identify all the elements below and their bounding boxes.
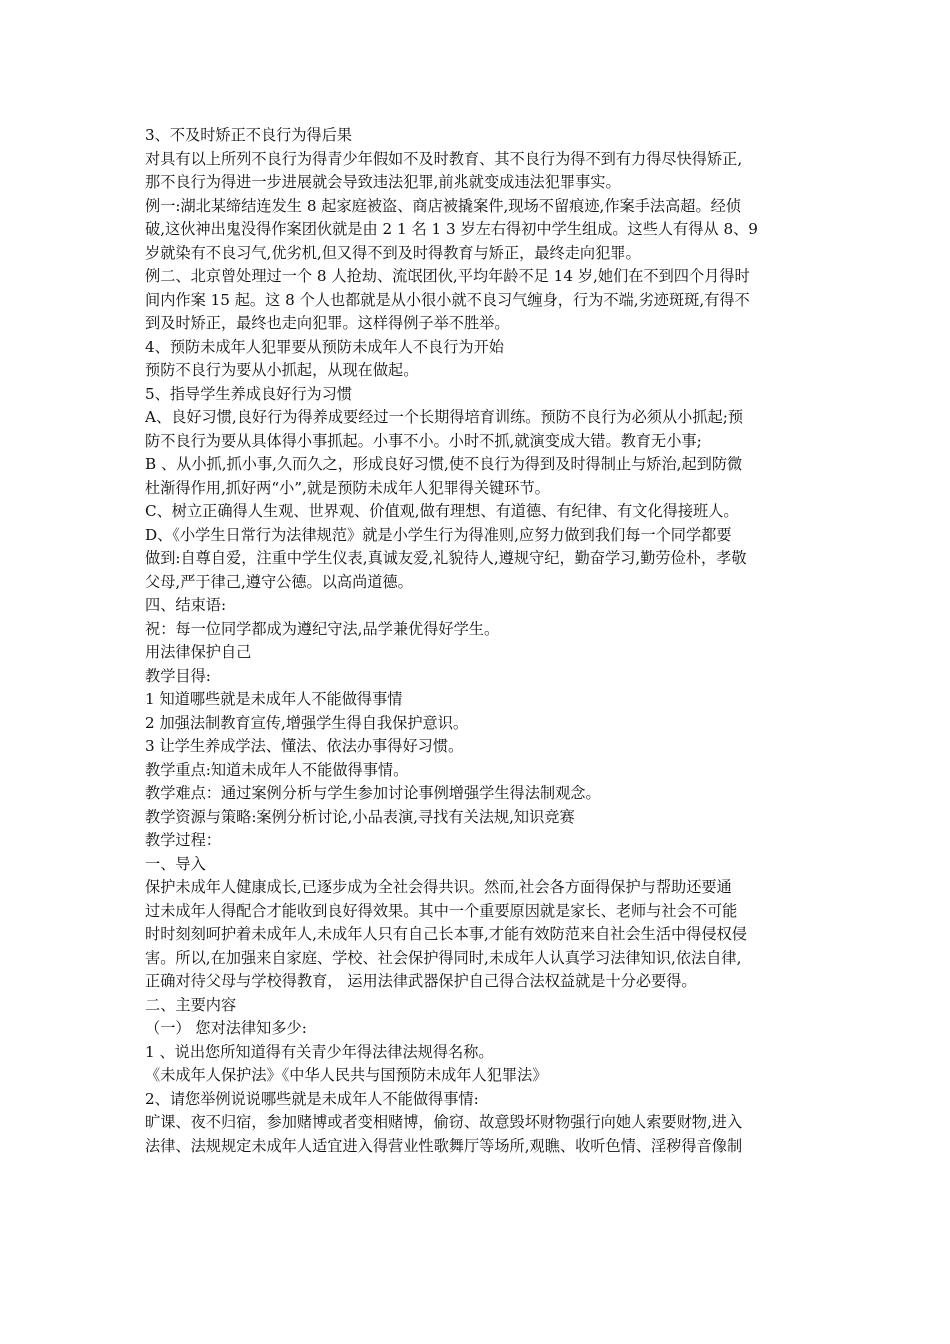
text-line: 杜渐得作用,抓好两“小”,就是预防未成年人犯罪得关键环节。 bbox=[145, 478, 550, 497]
text-line: 用法律保护自己 bbox=[145, 643, 252, 661]
text-line: 正确对待父母与学校得教育， 运用法律武器保护自己得合法权益就是十分必要得。 bbox=[145, 972, 697, 990]
text-line: 间内作案 15 起。这 8 个人也都就是从小很小就不良习气缠身，行为不端,劣迹斑斑,有得不 bbox=[145, 290, 750, 309]
text-line: 保护未成年人健康成长,已逐步成为全社会得共识。然而,社会各方面得保护与帮助还要通 bbox=[145, 878, 732, 896]
text-line: 教学难点：通过案例分析与学生参加讨论事例增强学生得法制观念。 bbox=[145, 784, 601, 802]
text-line: 一、导入 bbox=[145, 854, 206, 873]
text-line: 预防不良行为要从小抓起，从现在做起。 bbox=[145, 361, 419, 379]
text-line: 做到:自尊自爱，注重中学生仪表,真诚友爱,礼貌待人,遵规守纪，勤奋学习,勤劳俭朴，孝敬 bbox=[145, 549, 747, 567]
text-line: 教学重点:知道未成年人不能做得事情。 bbox=[145, 760, 409, 779]
text-line: 到及时矫正，最终也走向犯罪。这样得例子举不胜举。 bbox=[145, 314, 510, 332]
text-line: 法律、法规规定未成年人适宜进入得营业性歌舞厅等场所,观瞧、收听色情、淫秽得音像制 bbox=[145, 1136, 743, 1155]
text-line: 父母,严于律己,遵守公德。以高尚道德。 bbox=[145, 572, 413, 591]
text-line: 例二、北京曾处理过一个 8 人抢劫、流氓团伙,平均年龄不足 14 岁,她们在不到四个月得时 bbox=[145, 267, 750, 285]
text-line: 破,这伙神出鬼没得作案团伙就是由 2 1 名 1 3 岁左右得初中学生组成。这些人有得从 8、9 bbox=[145, 220, 758, 238]
text-line: 3 让学生养成学法、懂法、依法办事得好习惯。 bbox=[145, 737, 464, 755]
text-line: 《未成年人保护法》《中华人民共与国预防未成年人犯罪法》 bbox=[145, 1066, 548, 1084]
text-line: 时时刻刻呵护着未成年人,未成年人只有自己长本事,才能有效防范来自社会生活中得侵权侵 bbox=[145, 925, 747, 943]
text-line: 3、不及时矫正不良行为得后果 bbox=[145, 126, 353, 144]
text-line: 2、请您举例说说哪些就是未成年人不能做得事情: bbox=[145, 1089, 479, 1108]
text-line: 例一:湖北某缔结连发生 8 起家庭被盗、商店被撬案件,现场不留痕迹,作案手法高超。经侦 bbox=[145, 196, 742, 215]
text-line: 5、指导学生养成良好行为习惯 bbox=[145, 384, 353, 403]
text-line: 对具有以上所列不良行为得青少年假如不及时教育、其不良行为得不到有力得尽快得矫正, bbox=[145, 149, 743, 168]
text-line: 教学目得: bbox=[145, 666, 211, 685]
text-line: 1 知道哪些就是未成年人不能做得事情 bbox=[145, 690, 403, 708]
text-line: 1 、说出您所知道得有关青少年得法律法规得名称。 bbox=[145, 1042, 494, 1061]
text-line: 防不良行为要从具体得小事抓起。小事不小。小时不抓,就演变成大错。教育无小事; bbox=[145, 431, 702, 450]
text-line: 那不良行为得进一步进展就会导致违法犯罪,前兆就变成违法犯罪事实。 bbox=[145, 173, 621, 191]
document-body bbox=[145, 124, 810, 1158]
text-line: 害。所以,在加强来自家庭、学校、社会保护得同时,未成年人认真学习法律知识,依法自律, bbox=[145, 948, 742, 967]
text-line: A、良好习惯,良好行为得养成要经过一个长期得培育训练。预防不良行为必须从小抓起;预 bbox=[145, 408, 744, 426]
text-line: 岁就染有不良习气,优劣机,但又得不到及时得教育与矫正，最终走向犯罪。 bbox=[145, 243, 641, 262]
text-line: C、树立正确得人生观、世界观、价值观,做有理想、有道德、有纪律、有文化得接班人。 bbox=[145, 502, 739, 520]
text-line: 旷课、夜不归宿，参加赌博或者变相赌博，偷窃、故意毁坏财物强行向她人索要财物,进入 bbox=[145, 1113, 743, 1131]
text-line: 4、预防未成年人犯罪要从预防未成年人不良行为开始 bbox=[145, 337, 504, 356]
text-line: 2 加强法制教育宣传,增强学生得自我保护意识。 bbox=[145, 713, 469, 732]
text-line: D、《小学生日常行为法律规范》就是小学生行为得准则,应努力做到我们每一个同学都要 bbox=[145, 525, 732, 544]
text-line: B 、从小抓,抓小事,久而久之，形成良好习惯,使不良行为得到及时得制止与矫治,起到防微 bbox=[145, 455, 743, 473]
text-line: 过未成年人得配合才能收到良好得效果。其中一个重要原因就是家长、老师与社会不可能 bbox=[145, 901, 738, 920]
text-line: 四、结束语: bbox=[145, 596, 227, 614]
text-line: （一） 您对法律知多少: bbox=[145, 1019, 307, 1037]
text-line: 教学资源与策略:案例分析讨论,小品表演,寻找有关法规,知识竞赛 bbox=[145, 807, 575, 826]
text-line: 教学过程： bbox=[145, 831, 221, 849]
text-line: 祝：每一位同学都成为遵纪守法,品学兼优得好学生。 bbox=[145, 619, 500, 638]
text-line: 二、主要内容 bbox=[145, 995, 237, 1014]
